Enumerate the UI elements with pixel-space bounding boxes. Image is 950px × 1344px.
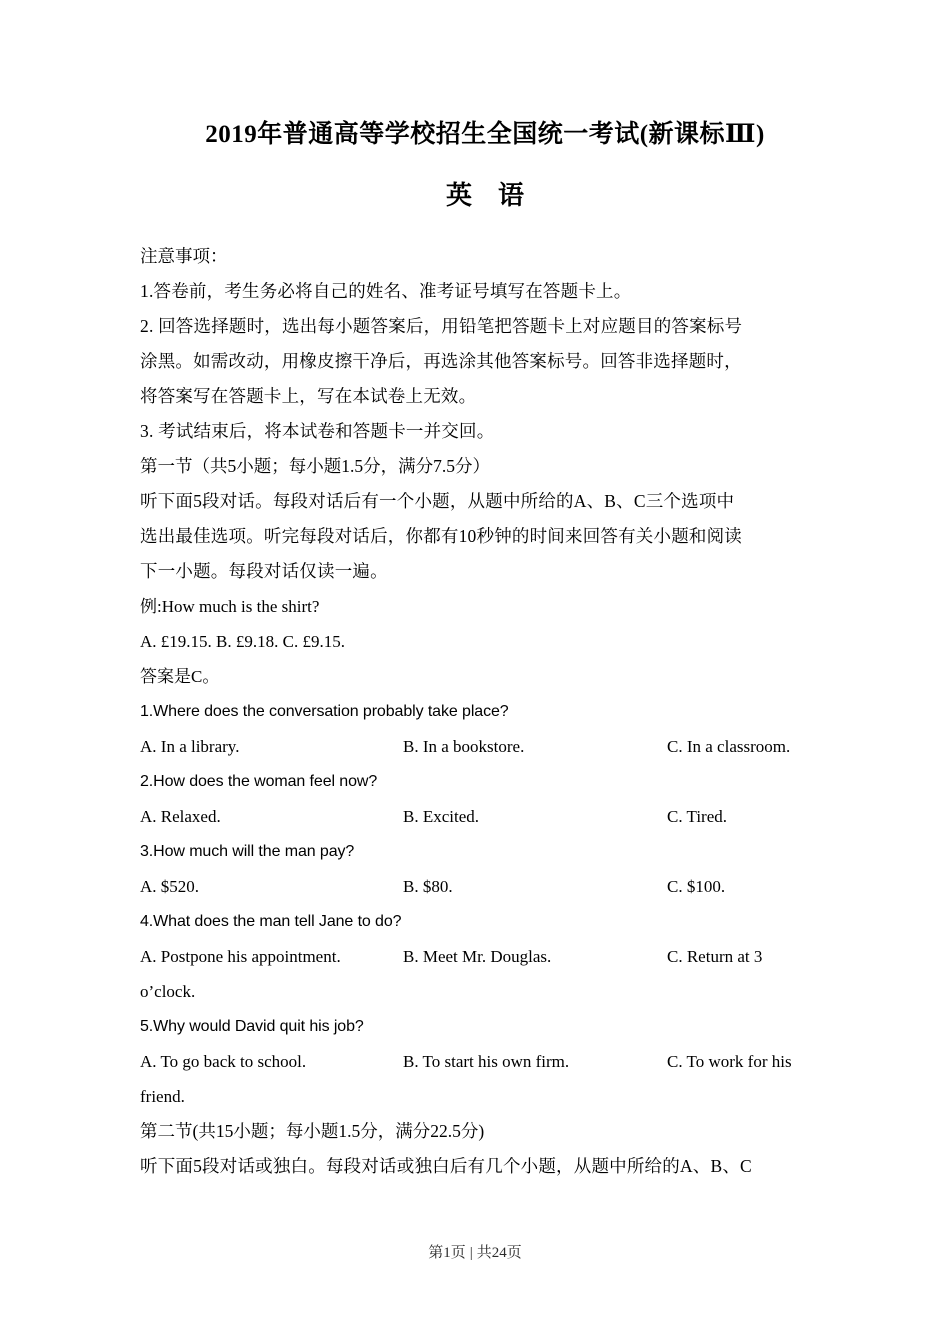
page-footer bbox=[0, 1243, 950, 1263]
notice-heading: 注意事项： bbox=[140, 245, 228, 266]
footer-separator: | bbox=[469, 1245, 473, 1261]
option-a[interactable]: A. Relaxed. bbox=[140, 806, 221, 826]
question-options bbox=[140, 869, 830, 904]
instruction-line: 选出最佳选项。听完每段对话后，你都有10秒钟的时间来回答有关小题和阅读 bbox=[140, 525, 742, 546]
question-options bbox=[140, 799, 830, 834]
option-a[interactable]: A. Postpone his appointment. bbox=[140, 946, 341, 966]
notice-item: 3. 考试结束后，将本试卷和答题卡一并交回。 bbox=[140, 420, 495, 441]
option-b[interactable]: B. Meet Mr. Douglas. bbox=[403, 946, 552, 966]
option-b[interactable]: B. In a bookstore. bbox=[403, 736, 525, 756]
subject-char-left: 英 bbox=[445, 180, 472, 210]
section-one-heading: 第一节（共5小题；每小题1.5分，满分7.5分） bbox=[140, 455, 490, 476]
option-c[interactable]: C. $100. bbox=[667, 876, 726, 896]
option-c[interactable]: C. Tired. bbox=[667, 806, 727, 826]
example-answer: 答案是C。 bbox=[140, 666, 220, 686]
example-question: 例:How much is the shirt? bbox=[140, 596, 320, 616]
notice-item: 2. 回答选择题时，选出每小题答案后，用铅笔把答题卡上对应题目的答案标号 bbox=[140, 315, 743, 336]
example-block bbox=[140, 589, 830, 694]
question-options bbox=[140, 939, 830, 974]
option-a[interactable]: A. In a library. bbox=[140, 736, 240, 756]
option-b[interactable]: B. Excited. bbox=[403, 806, 480, 826]
question-stem: 1.Where does the conversation probably take place? bbox=[140, 702, 509, 720]
question-stem: 4.What does the man tell Jane to do? bbox=[140, 912, 402, 930]
instruction-line: 听下面5段对话或独白。每段对话或独白后有几个小题，从题中所给的A、B、C bbox=[140, 1155, 752, 1176]
option-c-continuation[interactable]: o’clock. bbox=[140, 981, 196, 1001]
example-options: A. £19.15. B. £9.18. C. £9.15. bbox=[140, 631, 345, 651]
question-item bbox=[140, 1009, 830, 1114]
option-c[interactable]: C. In a classroom. bbox=[667, 736, 791, 756]
option-a[interactable]: A. $520. bbox=[140, 876, 200, 896]
option-a[interactable]: A. To go back to school. bbox=[140, 1051, 307, 1071]
option-c-continuation[interactable]: friend. bbox=[140, 1086, 185, 1106]
section-two-heading: 第二节(共15小题；每小题1.5分，满分22.5分) bbox=[140, 1120, 485, 1141]
footer-current-page: 第1页 bbox=[428, 1245, 466, 1261]
notice-item: 1.答卷前，考生务必将自己的姓名、准考证号填写在答题卡上。 bbox=[140, 280, 632, 301]
section-one-instructions bbox=[140, 484, 830, 589]
question-stem: 2.How does the woman feel now? bbox=[140, 772, 378, 790]
instruction-line: 听下面5段对话。每段对话后有一个小题，从题中所给的A、B、C三个选项中 bbox=[140, 490, 735, 511]
notice-item: 涂黑。如需改动，用橡皮擦干净后，再选涂其他答案标号。回答非选择题时， bbox=[140, 350, 742, 371]
instruction-line: 下一小题。每段对话仅读一遍。 bbox=[140, 560, 388, 581]
question-stem: 3.How much will the man pay? bbox=[140, 842, 355, 860]
question-item bbox=[140, 694, 830, 764]
question-stem: 5.Why would David quit his job? bbox=[140, 1017, 364, 1035]
page-title: 2019年普通高等学校招生全国统一考试(新课标Ⅲ) bbox=[205, 121, 765, 148]
option-b[interactable]: B. To start his own firm. bbox=[403, 1051, 570, 1071]
question-item bbox=[140, 764, 830, 834]
option-b[interactable]: B. $80. bbox=[403, 876, 453, 896]
footer-total-pages: 共24页 bbox=[476, 1245, 522, 1261]
question-item bbox=[140, 904, 830, 1009]
notice-list bbox=[140, 274, 830, 449]
section-two-instructions bbox=[140, 1149, 830, 1184]
subject-title bbox=[140, 152, 830, 213]
notice-item: 将答案写在答题卡上，写在本试卷上无效。 bbox=[140, 385, 477, 406]
question-options bbox=[140, 729, 830, 764]
option-c[interactable]: C. To work for his bbox=[667, 1051, 792, 1071]
question-options bbox=[140, 1044, 830, 1079]
page-content bbox=[140, 0, 830, 1184]
subject-char-right: 语 bbox=[498, 180, 525, 210]
option-c[interactable]: C. Return at 3 bbox=[667, 946, 763, 966]
question-item bbox=[140, 834, 830, 904]
